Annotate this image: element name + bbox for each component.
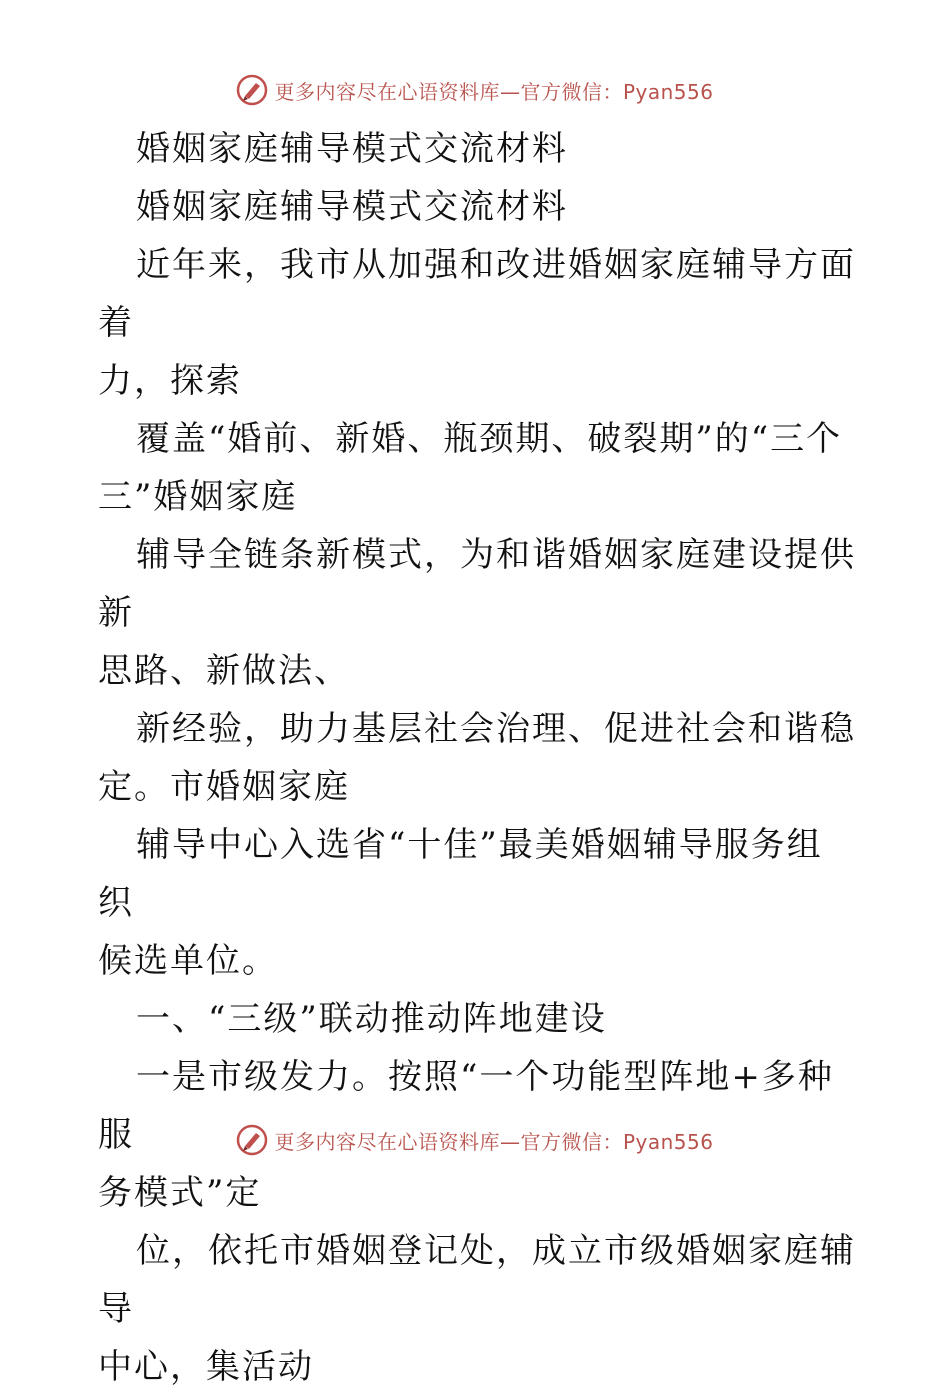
pen-logo-icon — [236, 74, 268, 106]
text-line: 三”婚姻家庭 — [98, 477, 298, 517]
text-line: 务模式”定 — [98, 1173, 262, 1213]
text-line: 新经验，助力基层社会治理、促进社会和谐稳 — [136, 709, 856, 749]
text-line: 定。市婚姻家庭 — [98, 767, 350, 807]
watermark-text: 更多内容尽在心语资料库—官方微信：Pyan556 — [274, 79, 714, 104]
text-line: 候选单位。 — [98, 941, 278, 981]
document-body — [98, 120, 858, 1396]
footer-watermark-banner — [0, 1120, 950, 1160]
doc-title: 婚姻家庭辅导模式交流材料 — [136, 129, 568, 169]
text-line: 位，依托市婚姻登记处，成立市级婚姻家庭辅导 — [98, 1231, 856, 1329]
text-line: 一是市级发力。按照“一个功能型阵地+多种服 — [98, 1057, 834, 1155]
doc-subtitle: 婚姻家庭辅导模式交流材料 — [136, 187, 568, 227]
section-heading: 一、“三级”联动推动阵地建设 — [136, 999, 607, 1039]
text-line: 思路、新做法、 — [98, 651, 350, 691]
text-line: 力，探索 — [98, 361, 242, 401]
text-line: 辅导全链条新模式，为和谐婚姻家庭建设提供新 — [98, 535, 856, 633]
watermark-text: 更多内容尽在心语资料库—官方微信：Pyan556 — [274, 1129, 714, 1154]
text-line: 覆盖“婚前、新婚、瓶颈期、破裂期”的“三个 — [136, 419, 843, 459]
text-line: 辅导中心入选省“十佳”最美婚姻辅导服务组织 — [98, 825, 823, 923]
text-line: 中心，集活动 — [98, 1347, 314, 1387]
header-watermark-banner — [0, 70, 950, 110]
pen-logo-icon — [236, 1124, 268, 1156]
text-line: 近年来，我市从加强和改进婚姻家庭辅导方面着 — [98, 245, 856, 343]
